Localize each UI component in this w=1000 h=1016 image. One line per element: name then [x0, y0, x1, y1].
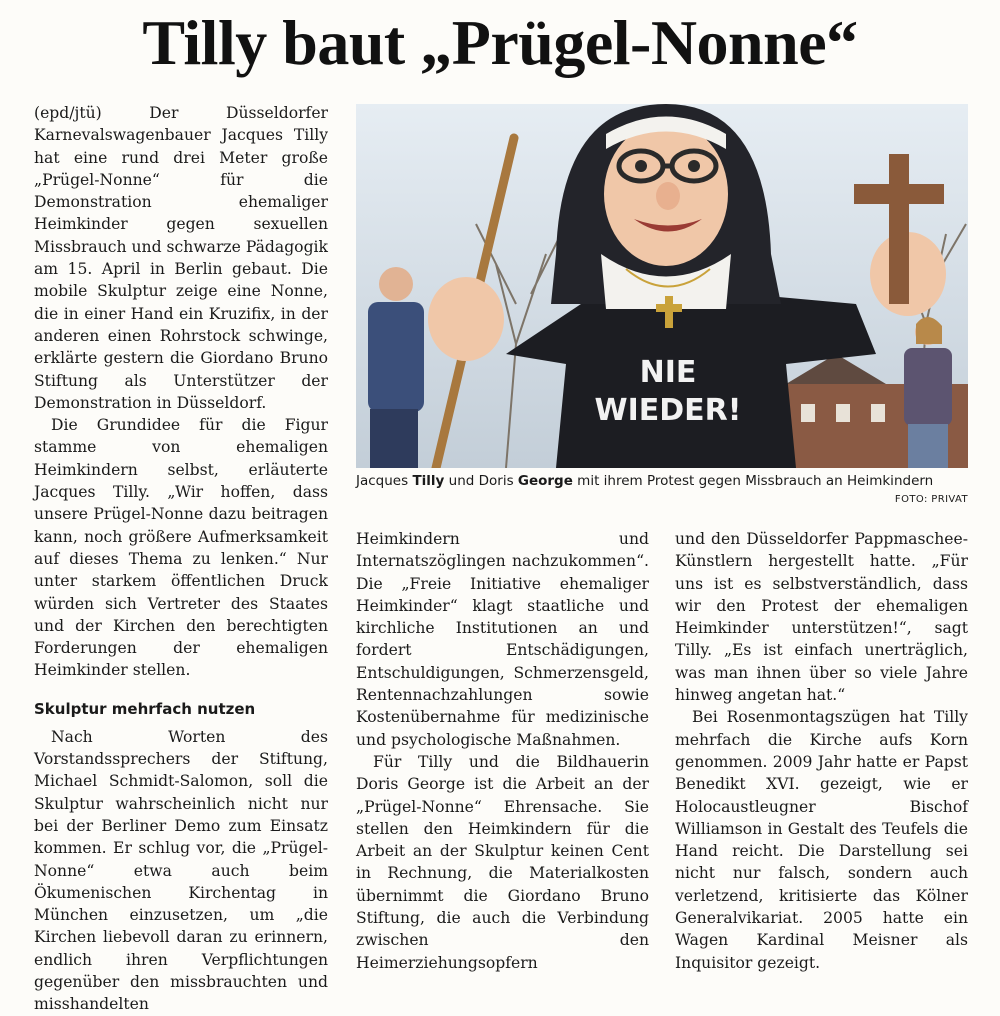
article-paragraph: Bei Rosenmontagszügen hat Tilly mehrfach die Kirche aufs Korn genommen. 2009 Jahr hatte er Papst Benedikt XVI. gezeigt, wie er Holocaustleugner Bischof Williamson in Gestalt des Teufels die Hand reicht. Die Darstellung sei nicht nur falsch, sondern auch verletzend, kritisierte das Kölner Generalvikariat. 2005 hatte ein Wagen Kardinal Meisner als Inquisitor gezeigt. — [675, 708, 968, 972]
article-paragraph: und den Düsseldorfer Pappmaschee-Künstlern hergestellt hatte. „Für uns ist es selbstverständlich, dass wir den Protest der ehemaligen Heimkinder unterstützen!“, sagt Tilly. „Es ist einfach unerträglich, was man ihnen über so viele Jahre hinweg angetan hat.“ — [675, 530, 968, 705]
article-column-3 — [675, 528, 968, 974]
caption-name-tilly: Tilly — [412, 473, 445, 489]
shirt-text-line1: NIE — [639, 355, 697, 390]
caption-text: Jacques — [356, 473, 413, 489]
photo-illustration — [356, 104, 968, 468]
caption-name-george: George — [517, 473, 573, 489]
headline: Tilly baut „Prügel-Nonne“ — [142, 7, 858, 78]
left-hand — [428, 277, 504, 361]
caption-text: mit ihrem Protest gegen Missbrauch an Heimkindern — [572, 473, 934, 489]
article-subheading: Skulptur mehrfach nutzen — [34, 699, 256, 718]
caption-text: und Doris — [444, 473, 518, 489]
article-paragraph: Die Grundidee für die Figur stamme von ehemaligen Heimkindern selbst, erläuterte Jacques Tilly. „Wir hoffen, dass unsere Prügel-Nonne dazu beitragen kann, noch größere Aufmerksamkeit auf dieses Thema zu lenken.“ Nur unter starkem öffentlichen Druck würden sich Vertreter des Staates und der Kirchen den berechtigten Forderungen der ehemaligen Heimkinder stellen. — [34, 416, 328, 680]
photo-caption — [356, 472, 968, 490]
shirt-text-line2: WIEDER! — [594, 393, 742, 428]
article-column-1 — [34, 102, 328, 1016]
article-paragraph: Für Tilly und die Bildhauerin Doris George ist die Arbeit an der „Prügel-Nonne“ Ehrensache. Sie stellen den Heimkindern für die Arbeit an der Skulptur keinen Cent in Rechnung, die Materialkosten übernimmt die Giordano Bruno Stiftung, die auch die Verbindung zwischen den Heimerziehungsopfern — [356, 752, 649, 972]
article-paragraph: Nach Worten des Vorstandssprechers der Stiftung, Michael Schmidt-Salomon, soll die Skulptur wahrscheinlich nicht nur bei der Berliner Demo zum Einsatz kommen. Er schlug vor, die „Prügel-Nonne“ etwa auch beim Ökumenischen Kirchentag in München einzusetzen, um „die Kirchen liebevoll daran zu erinnern, endlich ihren Verpflichtungen gegenüber den missbrauchten und misshandelten — [34, 727, 328, 1014]
nun-sculpture-photo — [356, 104, 968, 468]
article-paragraph: Heimkindern und Internatszöglingen nachzukommen“. Die „Freie Initiative ehemaliger Heimkinder“ klagt staatliche und kirchliche Institutionen an und fordert Entschädigungen, Entschuldigungen, Schmerzensgeld, Rentennachzahlungen sowie Kostenübernahme für medizinische und psychologische Maßnahmen. — [356, 530, 649, 749]
article-paragraph: (epd/jtü) Der Düsseldorfer Karnevalswagenbauer Jacques Tilly hat eine rund drei Meter große „Prügel-Nonne“ für die Demonstration ehemaliger Heimkinder gegen sexuellen Missbrauch und schwarze Pädagogik am 15. April in Berlin gebaut. Die mobile Skulptur zeige eine Nonne, die in einer Hand ein Kruzifix, in der anderen einen Rohrstock schwinge, erklärte gestern die Giordano Bruno Stiftung als Unterstützer der Demonstration in Düsseldorf. — [34, 104, 328, 412]
photo-credit: FOTO: PRIVAT — [894, 494, 968, 505]
article-column-2 — [356, 528, 649, 974]
